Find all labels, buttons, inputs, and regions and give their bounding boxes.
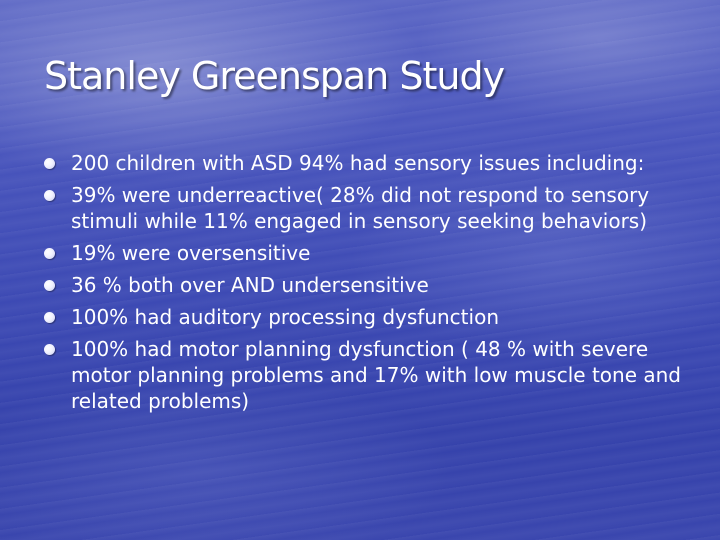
bullet-item [44, 150, 694, 176]
bullet-dot-icon [44, 312, 55, 323]
bullet-text: 100% had auditory processing dysfunction [71, 305, 499, 329]
bullet-list [44, 150, 694, 420]
bullet-dot-icon [44, 344, 55, 355]
bullet-text: 19% were oversensitive [71, 241, 311, 265]
slide-title: Stanley Greenspan Study [44, 54, 505, 98]
bullet-dot-icon [44, 280, 55, 291]
bullet-text: 36 % both over AND undersensitive [71, 273, 429, 297]
bullet-item [44, 182, 694, 234]
bullet-item [44, 304, 694, 330]
bullet-dot-icon [44, 248, 55, 259]
bullet-item [44, 336, 694, 414]
bullet-item [44, 272, 694, 298]
bullet-text: 200 children with ASD 94% had sensory issues including: [71, 151, 645, 175]
bullet-dot-icon [44, 158, 55, 169]
bullet-text: 39% were underreactive( 28% did not respond to sensory stimuli while 11% engaged in sensory seeking behaviors) [71, 183, 650, 233]
bullet-dot-icon [44, 190, 55, 201]
bullet-item [44, 240, 694, 266]
bullet-text: 100% had motor planning dysfunction ( 48 % with severe motor planning problems and 17% with low muscle tone and related problems) [71, 337, 681, 413]
